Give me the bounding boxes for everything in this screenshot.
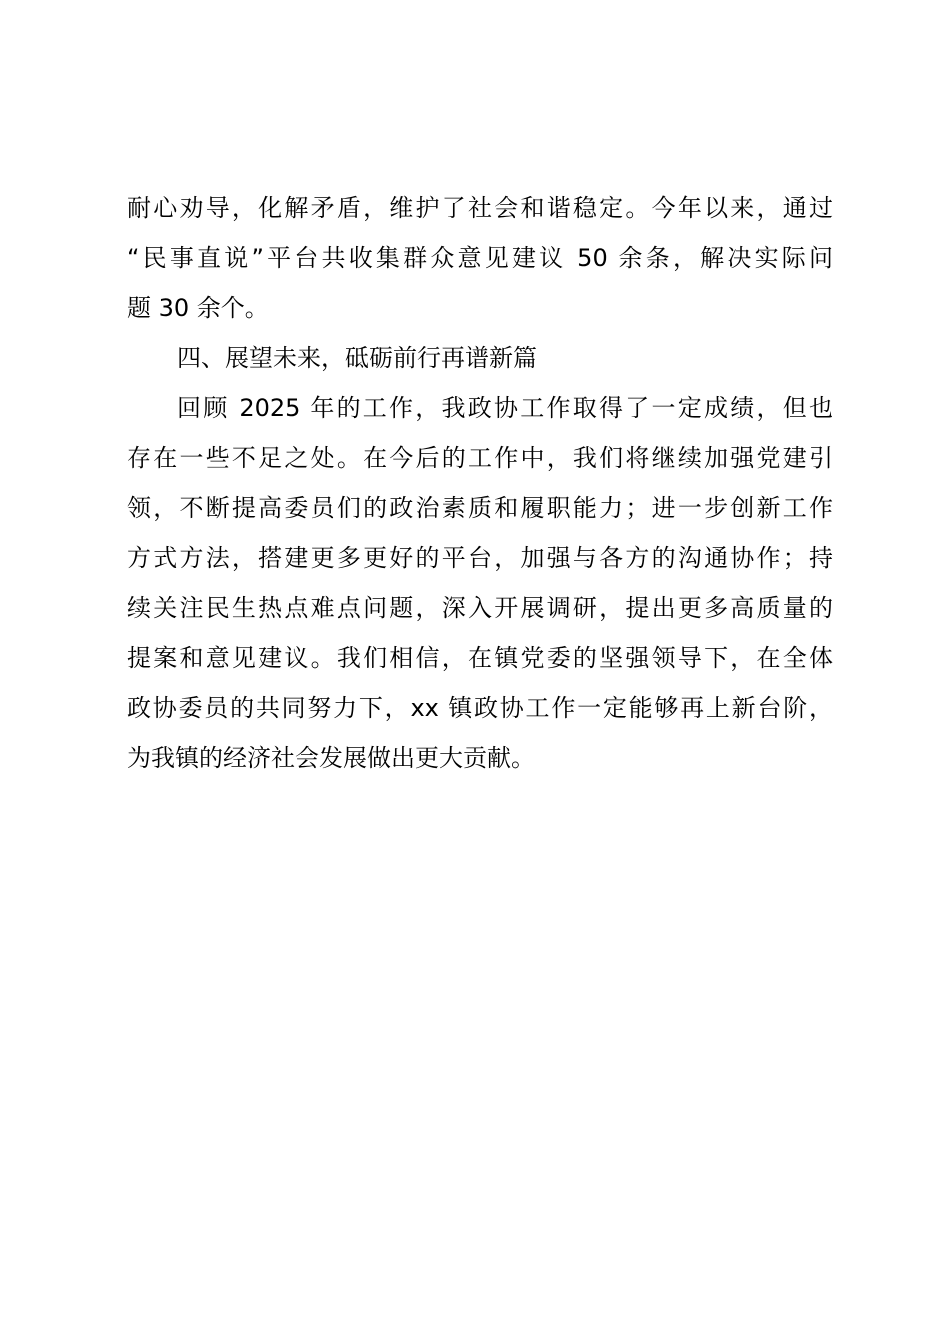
paragraph-line: “民事直说”平台共收集群众意见建议 50 余条，解决实际问: [127, 244, 833, 272]
document-body: [127, 183, 833, 783]
paragraph-line: 回顾 2025 年的工作，我政协工作取得了一定成绩，但也: [177, 394, 833, 422]
paragraph-line: 领，不断提高委员们的政治素质和履职能力；进一步创新工作: [127, 494, 833, 522]
paragraph-line: 为我镇的经济社会发展做出更大贡献。: [127, 744, 535, 772]
paragraph-line: 耐心劝导，化解矛盾，维护了社会和谐稳定。今年以来，通过: [127, 194, 833, 222]
paragraph-line: 方式方法，搭建更多更好的平台，加强与各方的沟通协作；持: [127, 544, 833, 572]
paragraph-line: 存在一些不足之处。在今后的工作中，我们将继续加强党建引: [127, 444, 833, 472]
paragraph-line: 续关注民生热点难点问题，深入开展调研，提出更多高质量的: [127, 594, 833, 622]
paragraph-line: 政协委员的共同努力下，xx 镇政协工作一定能够再上新台阶，: [127, 694, 833, 722]
paragraph-line: 题 30 余个。: [127, 294, 269, 322]
paragraph-line: 提案和意见建议。我们相信，在镇党委的坚强领导下，在全体: [127, 644, 833, 672]
section-heading: 四、展望未来，砥砺前行再谱新篇: [177, 344, 537, 372]
